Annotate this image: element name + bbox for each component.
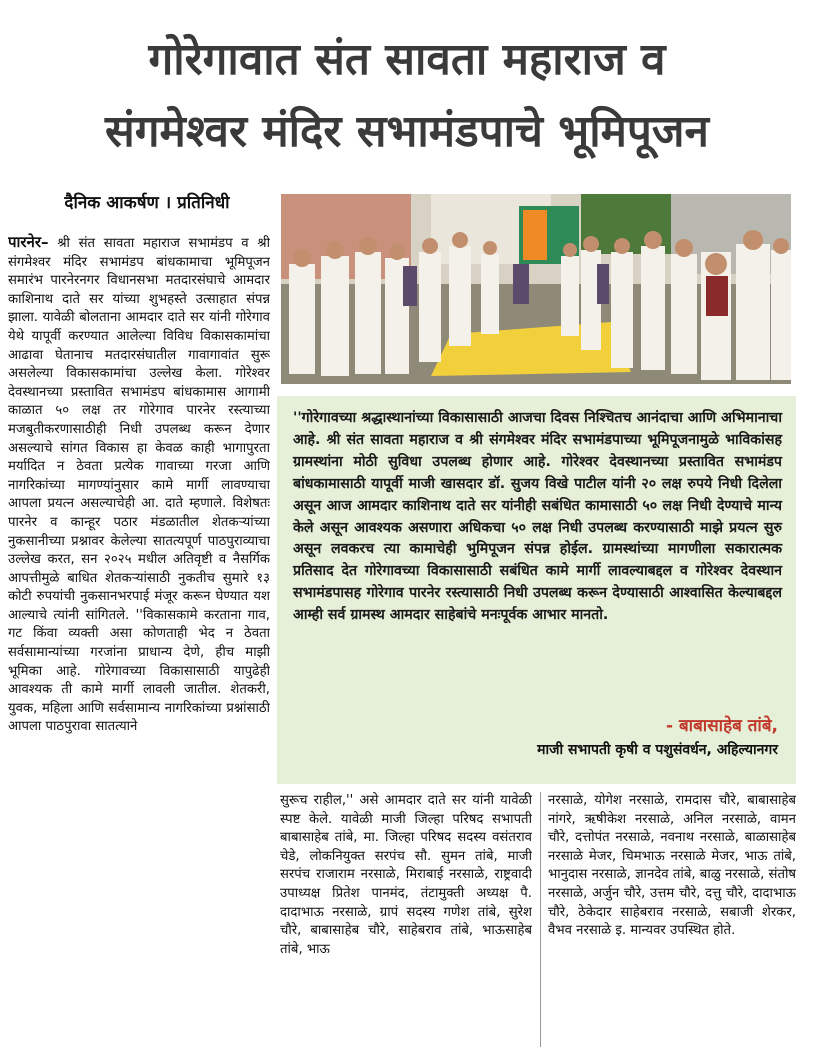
- headline-line-2: संगमेश्वर मंदिर सभामंडपाचे भूमिपूजन: [105, 106, 709, 157]
- quote-text: ''गोरेगावच्या श्रद्धास्थानांच्या विकासासाठी आजचा दिवस निश्चितच आनंदाचा आणि अभिमानाचा आहे. श्री संत सावता महाराज व श्री संगमेश्वर मंदिर सभामंडपाच्या भूमिपूजनामुळे भाविकांसह ग्रामस्थांना मोठी सुविधा उपलब्ध होणार आहे. गोरेश्वर देवस्थानच्या प्रस्तावित सभामंडप बांधकामासाठी यापूर्वी माजी खासदार डॉ. सुजय विखे पाटील यांनी २० लक्ष रुपये निधी दिलेला असून आज आमदार काशिनाथ दाते सर यांनीही सबंधित कामासाठी ५० लक्ष निधी देण्याचे मान्य केले असून आवश्यक असणारा अधिकचा ५० लक्ष निधी उपलब्ध करण्यासाठी माझे प्रयत्न सुरु असून लवकरच त्या कामाचेही भुमिपूजन संपन्न होईल. ग्रामस्थांच्या मागणीला सकारात्मक प्रतिसाद देत गोरेगावच्या विकासासाठी सबंधित कामे मार्गी लावल्याबद्दल व गोरेश्वर देवस्थान सभामंडपासह गोरेगाव पारनेर रस्त्यासाठी निधी उपलब्ध करून देण्यासाठी आश्वासित केल्याबद्दल आम्ही सर्व ग्रामस्थ आमदार साहेबांचे मनःपूर्वक आभार मानतो.: [293, 410, 782, 624]
- quote-box: [277, 396, 796, 784]
- event-photo-illustration: [281, 194, 791, 384]
- event-photo: [281, 194, 791, 384]
- article-text-col3: नरसाळे, योगेश नरसाळे, रामदास चौरे, बाबासाहेब नांगरे, ऋषीकेश नरसाळे, अनिल नरसाळे, वामन चौरे, दत्तोपंत नरसाळे, नवनाथ नरसाळे, बाळासाहेब नरसाळे मेजर, चिमभाऊ नरसाळे मेजर, भाऊ तांबे, भानुदास नरसाळे, ज्ञानदेव तांबे, बाळु नरसाळे, संतोष नरसाळे, अर्जुन चौरे, उत्तम चौरे, दत्तु चौरे, दादाभाऊ चौरे, ठेकेदार साहेबराव नरसाळे, सबाजी शेरकर, वैभव नरसाळे इ. मान्यवर उपस्थित होते.: [548, 793, 796, 939]
- quote-author: - बाबासाहेब तांबे,: [666, 716, 778, 736]
- article-column-3: [548, 792, 796, 1047]
- quote-signature: [537, 714, 778, 762]
- article-text-col1: श्री संत सावता महाराज सभामंडप व श्री संगमेश्वर मंदिर सभामंडप बांधकामाचा भूमिपूजन समारंभ पारनेरनगर विधानसभा मतदारसंघाचे आमदार काशिनाथ दाते सर यांच्या शुभहस्ते उत्साहात संपन्न झाला. यावेळी बोलताना आमदार दाते सर यांनी गोरेगाव येथे यापूर्वी करण्यात आलेल्या विविध विकासकामांचा आढावा घेतानाच मतदारसंघातील गावागावांत सुरू असलेल्या विकासकामांचा उल्लेख केला. गोरेश्वर देवस्थानच्या प्रस्तावित सभामंडप बांधकामास आगामी काळात ५० लक्ष तर गोरेगाव पारनेर रस्त्याच्या मजबुतीकरणासाठीही निधी उपलब्ध करून देणार असल्याचे सांगत विकास हा केवळ काही भागापुरता मर्यादित न ठेवता प्रत्येक गावाच्या गरजा आणि नागरिकांच्या मागण्यांनुसार कामे मार्गी लावण्याचा आपला प्रयत्न असल्याचेही आ. दाते म्हणाले. विशेषतः पारनेर व कान्हूर पठार मंडळातील शेतकऱ्यांच्या नुकसानीच्या प्रश्नावर केलेल्या सातत्यपूर्ण पाठपुराव्याचा उल्लेख करत, सन २०२५ मधील अतिवृष्टी व नैसर्गिक आपत्तीमुळे बाधित शेतकऱ्यांसाठी नुकतीच सुमारे १३ कोटी रुपयांची नुकसानभरपाई मंजूर करून घेण्यात यश आल्याचे त्यांनी सांगितले. ''विकासकामे करताना गाव, गट किंवा व्यक्ती असा कोणताही भेद न ठेवता सर्वसामान्यांच्या गरजांना प्राधान्य देणे, हीच माझी भूमिका आहे. गोरेगावच्या विकासासाठी यापुढेही आवश्यक ती कामे मार्गी लावली जातील. शेतकरी, युवक, महिला आणि सर्वसामान्य नागरिकांच्या प्रश्नांसाठी आपला पाठपुरावा सातत्याने: [8, 236, 270, 735]
- article-column-1: [8, 233, 270, 1045]
- quote-author-role: माजी सभापती कृषी व पशुसंवर्धन, अहिल्यानगर: [537, 742, 778, 758]
- dateline: पारनेर–: [8, 233, 49, 251]
- column-divider: [540, 792, 541, 1047]
- article-text-col2: सुरूच राहील,'' असे आमदार दाते सर यांनी यावेळी स्पष्ट केले. यावेळी माजी जिल्हा परिषद सभापती बाबासाहेब तांबे, मा. जिल्हा परिषद सदस्य वसंतराव चेडे, लोकनियुक्त सरपंच सौ. सुमन तांबे, माजी सरपंच राजाराम नरसाळे, मिराबाई नरसाळे, राष्ट्रवादी उपाध्यक्ष प्रितेश पानमंद, तंटामुक्ती अध्यक्ष पै. दादाभाऊ नरसाळे, ग्रापं सदस्य गणेश तांबे, सुरेश चौरे, बाबासाहेब चौरे, साहेबराव तांबे, भाऊसाहेब तांबे, भाऊ: [280, 793, 532, 957]
- byline: दैनिक आकर्षण । प्रतिनिधी: [64, 193, 230, 213]
- article-column-2: [280, 792, 532, 1047]
- headline-line-1: गोरेगावात संत सावता महाराज व: [148, 34, 666, 85]
